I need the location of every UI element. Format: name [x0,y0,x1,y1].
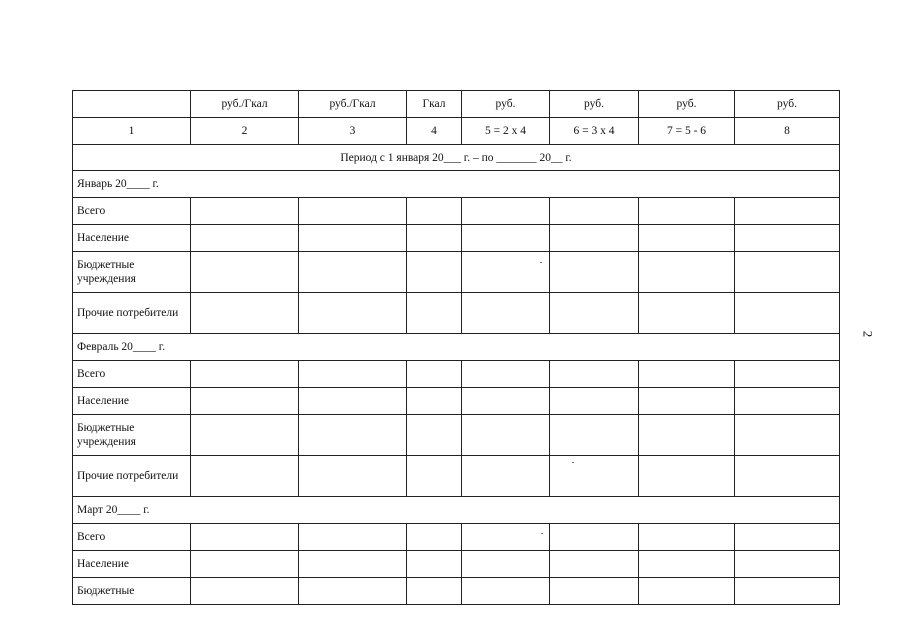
consumer-label: Всего [73,361,191,388]
value-cell [639,551,735,578]
month-header-row [73,171,840,198]
value-cell [639,225,735,252]
value-cell [735,415,840,456]
value-cell [191,578,299,605]
value-cell [639,252,735,293]
value-cell [550,388,639,415]
value-cell [550,361,639,388]
value-cell [639,388,735,415]
value-cell [462,456,550,497]
value-cell [735,388,840,415]
consumer-row [73,415,840,456]
column-number-cell: 4 [407,118,462,145]
value-cell [299,293,407,334]
value-cell [462,524,550,551]
value-cell [550,225,639,252]
value-cell [407,293,462,334]
unit-cell: Гкал [407,91,462,118]
column-number-cell: 2 [191,118,299,145]
month-title: Февраль 20____ г. [73,334,840,361]
value-cell [735,225,840,252]
unit-cell: руб./Гкал [299,91,407,118]
value-cell [550,198,639,225]
value-cell [299,578,407,605]
value-cell [191,225,299,252]
unit-cell: руб. [735,91,840,118]
value-cell [550,524,639,551]
value-cell [299,225,407,252]
value-cell [462,361,550,388]
unit-cell [73,91,191,118]
value-cell [191,415,299,456]
value-cell [299,551,407,578]
consumer-row [73,225,840,252]
scan-speck [572,462,574,463]
value-cell [639,524,735,551]
value-cell [735,252,840,293]
consumer-label: Всего [73,524,191,551]
column-number-cell: 1 [73,118,191,145]
value-cell [735,361,840,388]
value-cell [407,388,462,415]
value-cell [407,252,462,293]
unit-cell: руб. [639,91,735,118]
consumer-label: Население [73,551,191,578]
month-title: Март 20____ г. [73,497,840,524]
value-cell [639,456,735,497]
month-title: Январь 20____ г. [73,171,840,198]
consumer-label: Население [73,225,191,252]
tariff-table [72,90,840,605]
consumer-row [73,198,840,225]
value-cell [462,415,550,456]
value-cell [191,293,299,334]
value-cell [550,293,639,334]
value-cell [407,524,462,551]
value-cell [462,293,550,334]
value-cell [299,415,407,456]
value-cell [191,524,299,551]
value-cell [735,578,840,605]
value-cell [462,388,550,415]
consumer-label: Всего [73,198,191,225]
consumer-label: Бюджетные учреждения [73,415,191,456]
value-cell [191,252,299,293]
value-cell [639,198,735,225]
consumer-label: Прочие потребители [73,456,191,497]
column-number-cell: 8 [735,118,840,145]
page-number: 2 [860,330,876,338]
value-cell [407,456,462,497]
value-cell [550,578,639,605]
value-cell [299,456,407,497]
value-cell [407,551,462,578]
value-cell [407,198,462,225]
period-cell: Период с 1 января 20___ г. – по _______ 20__ г. [73,145,840,171]
value-cell [462,198,550,225]
value-cell [550,415,639,456]
value-cell [191,388,299,415]
month-header-row [73,497,840,524]
value-cell [735,293,840,334]
value-cell [407,225,462,252]
consumer-row [73,361,840,388]
table-body [73,91,840,605]
column-number-cell: 5 = 2 х 4 [462,118,550,145]
column-number-cell: 6 = 3 х 4 [550,118,639,145]
unit-cell: руб. [462,91,550,118]
value-cell [299,388,407,415]
value-cell [735,198,840,225]
consumer-row [73,456,840,497]
scan-speck [541,533,543,534]
consumer-row [73,388,840,415]
column-number-cell: 7 = 5 - 6 [639,118,735,145]
value-cell [191,456,299,497]
value-cell [407,361,462,388]
value-cell [407,578,462,605]
units-row [73,91,840,118]
column-number-row [73,118,840,145]
unit-cell: руб./Гкал [191,91,299,118]
value-cell [299,361,407,388]
consumer-row [73,578,840,605]
consumer-label: Прочие потребители [73,293,191,334]
consumer-label: Бюджетные учреждения [73,252,191,293]
month-header-row [73,334,840,361]
value-cell [639,293,735,334]
value-cell [550,456,639,497]
value-cell [462,551,550,578]
value-cell [735,456,840,497]
value-cell [462,225,550,252]
consumer-label: Население [73,388,191,415]
value-cell [550,252,639,293]
value-cell [191,551,299,578]
value-cell [639,578,735,605]
unit-cell: руб. [550,91,639,118]
value-cell [639,415,735,456]
period-row [73,145,840,171]
consumer-row [73,293,840,334]
scan-speck [540,262,542,263]
value-cell [462,578,550,605]
value-cell [407,415,462,456]
consumer-row [73,524,840,551]
consumer-label: Бюджетные [73,578,191,605]
value-cell [191,198,299,225]
consumer-row [73,252,840,293]
value-cell [462,252,550,293]
value-cell [191,361,299,388]
value-cell [299,252,407,293]
value-cell [299,524,407,551]
column-number-cell: 3 [299,118,407,145]
value-cell [299,198,407,225]
value-cell [639,361,735,388]
value-cell [735,524,840,551]
value-cell [735,551,840,578]
consumer-row [73,551,840,578]
value-cell [550,551,639,578]
